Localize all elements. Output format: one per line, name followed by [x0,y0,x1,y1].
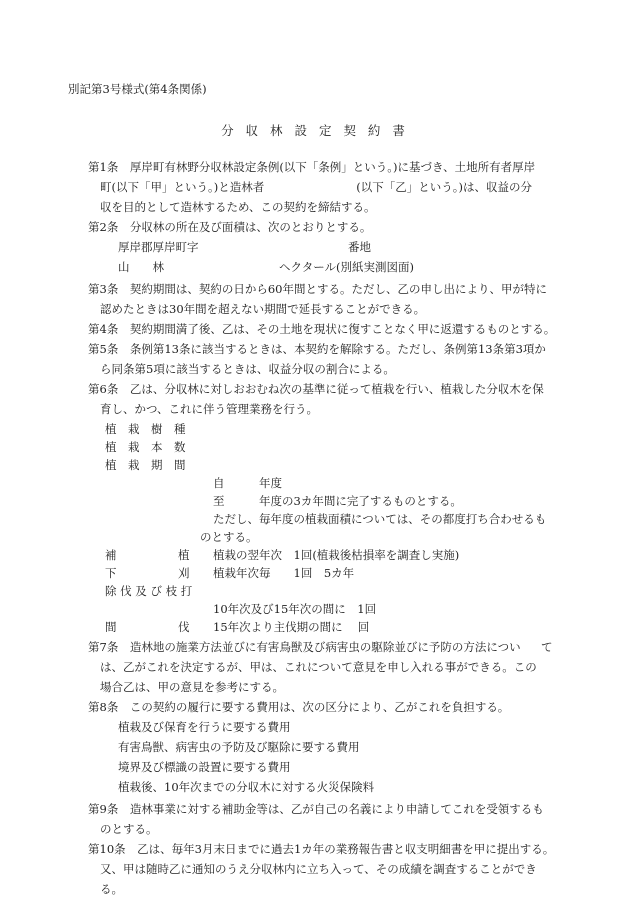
replant-text: 植栽の翌年次 1回(植栽後枯損率を調査し実施) [213,548,460,562]
article-5-line-2: ら同条第5項に該当するときは、収益分収の割合による。 [100,362,395,376]
pruning-label: 除 伐 及 び 枝 打 [105,584,193,598]
article-7-line-3: 場合乙は、甲の意見を参考にする。 [100,680,284,694]
thinning-label-b: 伐 [178,620,190,634]
article-6-line-2: 育し、かつ、これに伴う管理業務を行う。 [100,402,319,416]
article-3-line-2: 認めたときは30年間を超えない期間で延長することができる。 [100,302,426,316]
article-2-location: 厚岸郡厚岸町字 番地 [118,240,371,254]
article-6-line-1: 第6条 乙は、分収林に対しおおむね次の基準に従って植栽を行い、植栽した分収木を保 [88,382,544,396]
article-2-area: 山 林 ヘクタール(別紙実測図面) [118,260,415,274]
thinning-text: 15年次より主伐期の間に 回 [213,620,370,634]
document-title: 分 収 林 設 定 契 約 書 [221,123,409,138]
article-10-line-3: る。 [100,882,123,896]
article-7-line-1: 第7条 造林地の施業方法並びに有害鳥獣及び病害虫の駆除並びに予防の方法につい [88,640,521,654]
article-8: 第8条 この契約の履行に要する費用は、次の区分により、乙がこれを負担する。 [88,700,510,714]
article-9-line-1: 第9条 造林事業に対する補助金等は、乙が自己の名義により申請してこれを受領するも [88,802,544,816]
replant-label-a: 補 [105,548,117,562]
article-3-line-1: 第3条 契約期間は、契約の日から60年間とする。ただし、乙の申し出により、甲が特に [88,282,547,296]
plant-period-label: 植 栽 期 間 [105,458,186,472]
undergrowth-label-a: 下 [105,566,117,580]
article-2: 第2条 分収林の所在及び面積は、次のとおりとする。 [88,220,372,234]
period-proviso-line-1: ただし、毎年度の植栽面積については、その都度打ち合わせるも [213,512,547,526]
article-7-line-2: は、乙がこれを決定するが、甲は、これについて意見を申し入れる事ができる。この [100,660,537,674]
replant-label-b: 植 [178,548,190,562]
cost-item-1: 植栽及び保育を行うに要する費用 [118,720,291,734]
article-7-line-1-end: て [541,640,553,654]
cost-item-3: 境界及び標識の設置に要する費用 [118,760,291,774]
period-to: 至 年度の3カ年間に完了するものとする。 [213,494,462,508]
period-proviso-line-2: のとする。 [200,530,258,544]
pruning-text: 10年次及び15年次の間に 1回 [213,602,377,616]
cost-item-4: 植栽後、10年次までの分収木に対する火災保険料 [118,780,375,794]
article-4: 第4条 契約期間満了後、乙は、その土地を現状に復すことなく甲に返還するものとする。 [88,322,556,336]
thinning-label-a: 間 [105,620,117,634]
article-9-line-2: のとする。 [100,822,158,836]
undergrowth-text: 植栽年次毎 1回 5カ年 [213,566,355,580]
article-1-line-2: 町(以下「甲」という。)と造林者 (以下「乙」という。)は、収益の分 [100,180,532,194]
article-1-line-1: 第1条 厚岸町有林野分収林設定条例(以下「条例」という。)に基づき、土地所有者厚岸 [88,160,536,174]
article-10-line-1: 第10条 乙は、毎年3月末日までに過去1カ年の業務報告書と収支明細書を甲に提出する。 [88,842,555,856]
period-from: 自 年度 [213,476,282,490]
undergrowth-label-b: 刈 [178,566,190,580]
form-header: 別記第3号様式(第4条関係) [68,82,207,96]
article-10-line-2: 又、甲は随時乙に通知のうえ分収林内に立ち入って、その成績を調査することができ [100,862,537,876]
plant-species-label: 植 栽 樹 種 [105,422,186,436]
article-5-line-1: 第5条 条例第13条に該当するときは、本契約を解除する。ただし、条例第13条第3項か [88,342,546,356]
plant-count-label: 植 栽 本 数 [105,440,186,454]
article-1-line-3: 収を目的として造林するため、この契約を締結する。 [100,200,376,214]
cost-item-2: 有害鳥獣、病害虫の予防及び駆除に要する費用 [118,740,360,754]
